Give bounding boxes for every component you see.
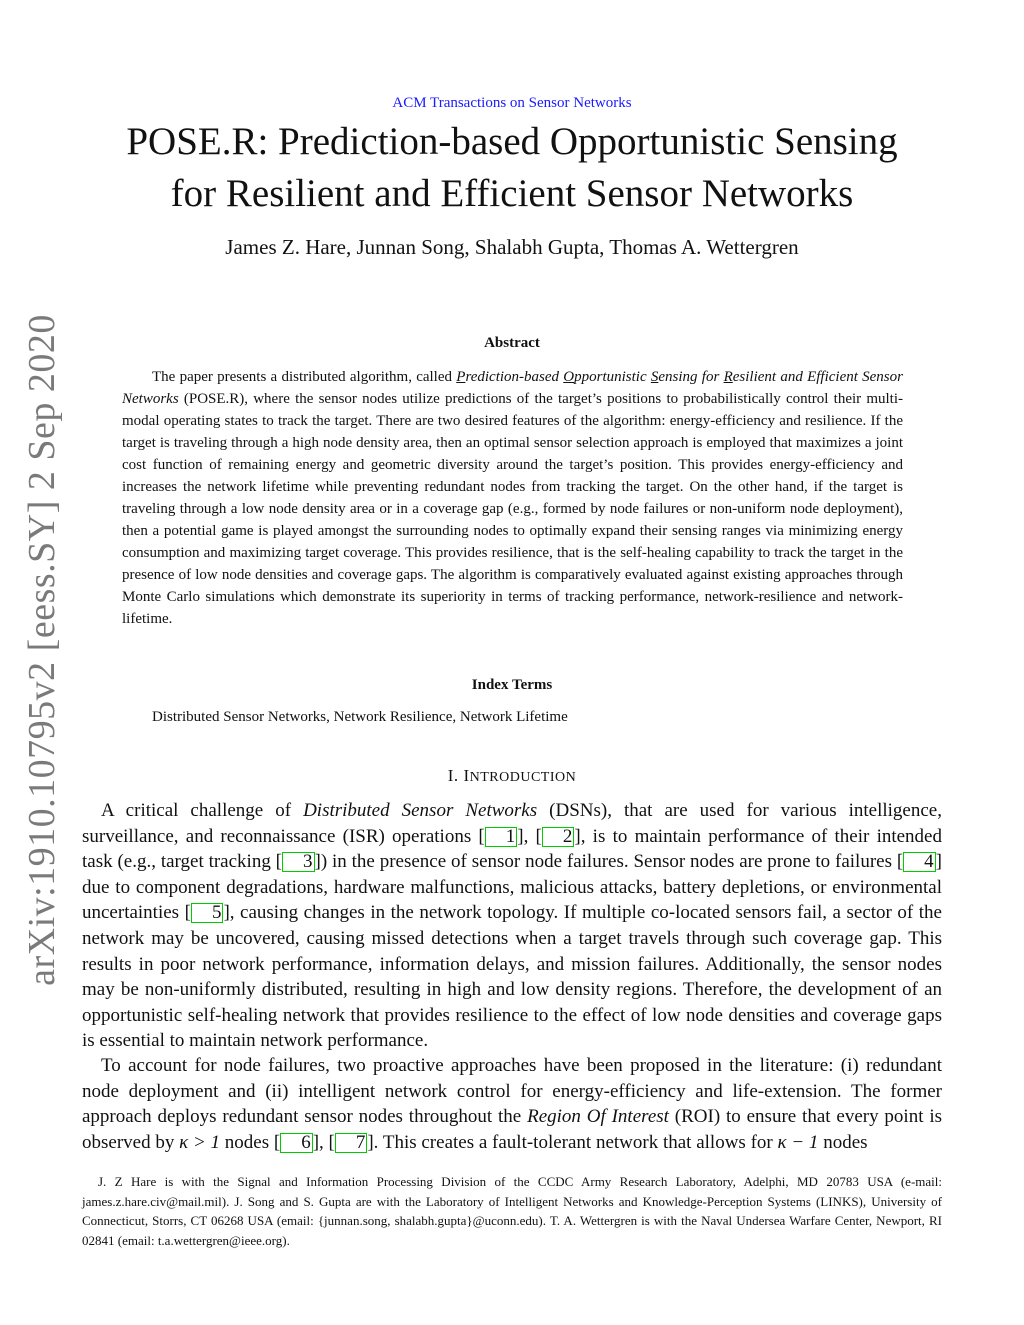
section-heading-introduction: [0, 766, 1024, 786]
body-text: ], [: [312, 1131, 335, 1153]
algorithm-name-part: ensing for: [658, 369, 724, 385]
abstract-text: The paper presents a distributed algorithm, called: [152, 369, 457, 385]
acronym-letter-s: S: [650, 369, 659, 385]
math-inline: κ > 1: [179, 1131, 221, 1153]
math-inline: κ − 1: [777, 1131, 819, 1153]
body-text: ]) in the presence of sensor node failures. Sensor nodes are prone to failures [: [314, 851, 904, 873]
body-text: ] due to component degradations, hardware malfunctions, malicious attacks, battery depletions, or environmental uncertainties [: [82, 851, 942, 924]
citation-link-3[interactable]: 3: [282, 852, 315, 872]
citation-link-1[interactable]: 1: [485, 827, 518, 847]
title-line-2: for Resilient and Efficient Sensor Networks: [170, 172, 854, 215]
acronym-letter-r: R: [723, 369, 733, 385]
intro-paragraph-1: [82, 798, 942, 1054]
abstract-text: (POSE.R), where the sensor nodes utilize predictions of the target’s positions to probabilistically control their multi-modal operating states to track the target. There are two desired features of the algorithm: energy-efficiency and resilience. If the target is traveling through a high node density area, then an optimal sensor selection approach is employed that maximizes a joint cost function of remaining energy and geometric diversity around the target’s position. This provides energy-efficiency and increases the network lifetime while preventing redundant nodes from tracking the target. On the other hand, if the target is traveling through a low node density area or in a coverage gap (e.g., formed by node failures or non-uniform node deployment), then a potential game is played amongst the surrounding nodes to optimally expand their sensing ranges via minimizing energy consumption and maximizing target coverage. This provides resilience, that is the self-healing capability to track the target in the presence of low node densities and coverage gaps. The algorithm is comparatively evaluated against existing approaches through Monte Carlo simulations which demonstrate its superiority in terms of tracking performance, network-resilience and network-lifetime.: [122, 391, 903, 627]
body-text: A critical challenge of: [101, 800, 304, 821]
body-text: (ROI) to ensure that every point is observed by: [82, 1106, 942, 1153]
index-terms-heading: Index Terms: [471, 677, 553, 693]
title-line-1: POSE.R: Prediction-based Opportunistic Sensing: [126, 120, 898, 163]
body-text: ], is to maintain performance of their intended task (e.g., target tracking [: [82, 825, 942, 873]
emphasis-term: Distributed Sensor Networks: [303, 800, 538, 821]
algorithm-name-part: esilient and Efficient Sensor Networks: [122, 369, 903, 407]
acronym-letter-o: O: [563, 369, 575, 385]
acronym-letter-p: P: [456, 369, 466, 385]
algorithm-name-part: rediction-based: [465, 369, 564, 385]
body-text: ]. This creates a fault-tolerant network that allows for: [367, 1131, 778, 1153]
citation-link-7[interactable]: 7: [335, 1133, 368, 1153]
paper-title: [60, 116, 964, 220]
citation-link-2[interactable]: 2: [542, 827, 575, 847]
citation-link-5[interactable]: 5: [191, 903, 224, 923]
intro-paragraph-2: [82, 1053, 942, 1155]
algorithm-name-part: pportunistic: [574, 369, 651, 385]
body-text: nodes [: [220, 1131, 281, 1153]
journal-venue-link[interactable]: ACM Transactions on Sensor Networks: [392, 95, 632, 111]
body-text: (DSNs), that are used for various intelligence, surveillance, and reconnaissance (ISR) operations [: [82, 800, 942, 847]
section-title-initial: I: [463, 766, 470, 785]
author-affiliation-footnote: J. Z Hare is with the Signal and Information Processing Division of the CCDC Army Research Laboratory, Adelphi, MD 20783 USA (e-mail: james.z.hare.civ@mail.mil). J. Song and S. Gupta are with the Laboratory of Intelligent Networks and Knowledge-Perception Systems (LINKS), University of Connecticut, Storrs, CT 06268 USA (email: {junnan.song, shalabh.gupta}@uconn.edu). T. A. Wettergren is with the Naval Undersea Warfare Center, Newport, RI 02841 (email: t.a.wettergren@ieee.org).: [82, 1174, 942, 1248]
emphasis-term: Region Of Interest: [527, 1106, 669, 1128]
section-title-rest: NTRODUCTION: [469, 770, 577, 785]
abstract-body: [122, 366, 903, 630]
abstract-heading: Abstract: [484, 335, 540, 351]
body-text: ], causing changes in the network topology. If multiple co-located sensors fail, a sector of the network may be uncovered, causing missed detections when a target travels through such coverage gap. This results in poor network performance, information delays, and mission failures. Additionally, the sensor nodes may be non-uniformly distributed, resulting in high and low density regions. Therefore, the development of an opportunistic self-healing network that provides resilience to the effect of low node densities and coverage gaps is essential to maintain network performance.: [82, 902, 942, 1052]
section-numeral: I.: [447, 766, 464, 785]
body-text: ], [: [517, 825, 542, 847]
arxiv-identifier-stamp: arXiv:1910.10795v2 [eess.SY] 2 Sep 2020: [21, 314, 63, 986]
author-list: James Z. Hare, Junnan Song, Shalabh Gupta, Thomas A. Wettergren: [225, 235, 799, 259]
index-terms-text: Distributed Sensor Networks, Network Resilience, Network Lifetime: [152, 709, 568, 725]
citation-link-6[interactable]: 6: [280, 1133, 313, 1153]
body-text: To account for node failures, two proactive approaches have been proposed in the literature: (i) redundant node deployment and (ii) intelligent network control for energy-efficiency and life-extension. The former approach deploys redundant sensor nodes throughout the: [82, 1055, 942, 1128]
body-text: nodes: [818, 1131, 868, 1153]
citation-link-4[interactable]: 4: [903, 852, 936, 872]
